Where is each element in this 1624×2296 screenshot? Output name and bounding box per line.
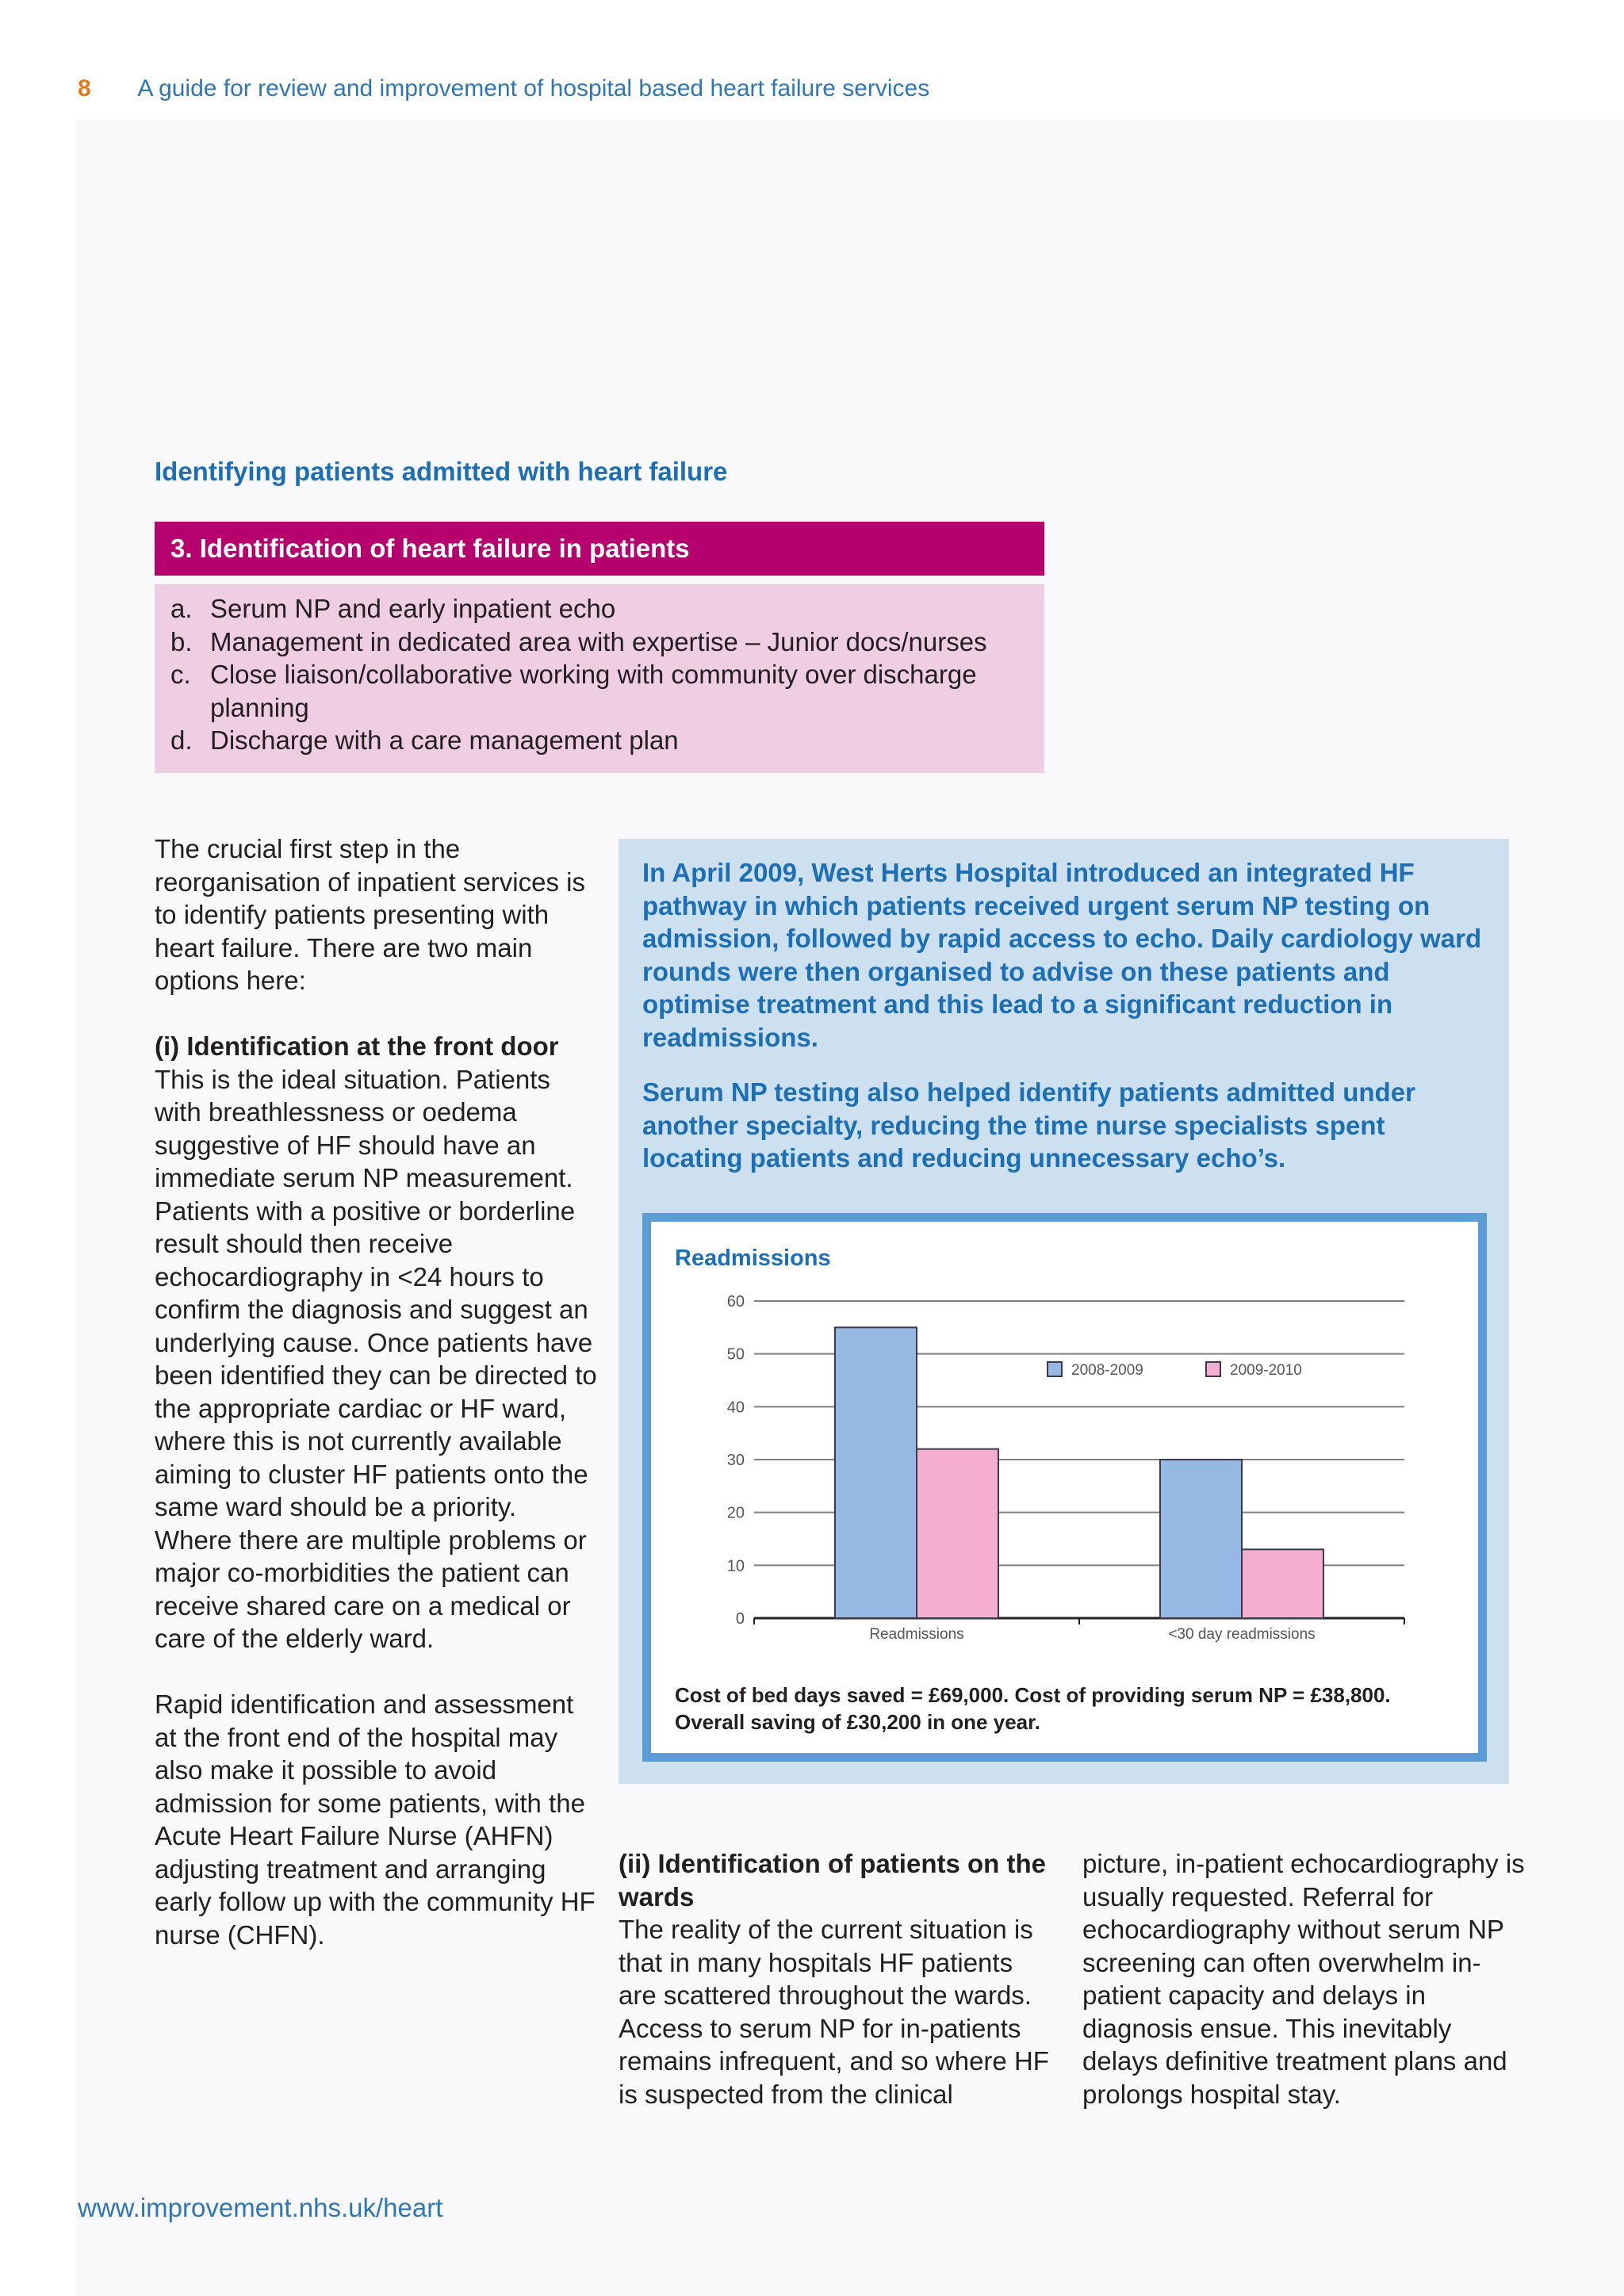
footer-url: www.improvement.nhs.uk/heart [78,2193,443,2222]
list-item [170,592,1028,626]
wards-paragraph: The reality of the current situation is that in many hospitals HF patients are scattered throughout the wards. Access to serum NP for in-patients remains infrequent, and so where HF is suspected from the clinical [619,1915,1049,2109]
case-study-paragraph-1: In April 2009, West Herts Hospital introduced an integrated HF pathway in which patients received urgent serum NP testing on admission, followed by rapid access to echo. Daily cardiology ward rounds were then organised to advise on these patients and optimise treatment and this lead to a significant reduction in readmissions. [642,858,1482,1052]
list-item-letter: a. [170,594,193,623]
middle-column [619,1847,1051,2110]
y-tick-label: 40 [726,1399,745,1417]
front-door-subheading: (i) Identification at the front door [155,1031,559,1061]
list-item [170,626,1028,659]
case-study-text [642,856,1483,1197]
list-item-text: Management in dedicated area with expertise – Junior docs/nurses [210,626,987,656]
legend-swatch [1206,1362,1220,1376]
list-item-letter: b. [170,626,193,656]
bar-2008-2009-0 [835,1327,917,1618]
readmissions-chart [651,1222,1478,1753]
y-tick-label: 10 [726,1557,745,1575]
list-item-text: Close liaison/collaborative working with community over discharge planning [210,660,977,722]
y-tick-label: 30 [726,1452,745,1469]
chart-title: Readmissions [675,1246,831,1271]
rapid-identification-paragraph: Rapid identification and assessment at the front end of the hospital may also make it possible to avoid admission for some patients, with the Acute Heart Failure Nurse (AHFN) adjusting treatment and arranging early follow up with the community HF nurse (CHFN). [155,1689,596,1950]
bar-2009-2010-1 [1242,1549,1323,1618]
intro-paragraph: The crucial first step in the reorganisation of inpatient services is to identify patients presenting with heart failure. There are two main options here: [155,834,585,995]
legend-label: 2009-2010 [1230,1362,1302,1379]
page-number: 8 [78,75,91,101]
bar-2008-2009-1 [1160,1460,1242,1618]
caption-line-1: Cost of bed days saved = £69,000. Cost of providing serum NP = £38,800. [675,1683,1391,1707]
list-item [170,658,1028,724]
box-title: 3. Identification of heart failure in patients [155,522,1044,576]
x-tick-label: Readmissions [869,1626,964,1643]
list-item-letter: d. [170,725,193,755]
y-tick-label: 0 [735,1610,745,1628]
list-item-letter: c. [170,660,191,689]
left-column [155,832,599,1951]
y-tick-label: 20 [726,1504,745,1522]
legend-swatch [1048,1362,1062,1376]
list-item-text: Serum NP and early inpatient echo [210,594,616,623]
caption-line-2: Overall saving of £30,200 in one year. [675,1710,1041,1734]
x-tick-label: <30 day readmissions [1168,1626,1316,1643]
chart-caption [675,1682,1468,1735]
y-tick-label: 50 [726,1345,745,1364]
box-list [155,584,1044,773]
section-heading: Identifying patients admitted with heart failure [155,457,728,486]
case-study-paragraph-2: Serum NP testing also helped identify patients admitted under another specialty, reducing the time nurse specialists spent locating patients and reducing unnecessary echo’s. [642,1077,1415,1173]
bar-2009-2010-0 [917,1449,998,1618]
wards-subheading: (ii) Identification of patients on the wards [619,1849,1046,1911]
y-tick-label: 60 [726,1293,745,1311]
right-column [1082,1847,1526,2110]
list-item-text: Discharge with a care management plan [210,725,679,755]
case-study-box [619,839,1509,1784]
wards-paragraph-continued: picture, in-patient echocardiography is usually requested. Referral for echocardiography without serum NP screening can often overwhelm in-patient capacity and delays in diagnosis ensue. This inevitably delays definitive treatment plans and prolongs hospital stay. [1082,1849,1525,2109]
front-door-paragraph: This is the ideal situation. Patients with breathlessness or oedema suggestive of HF should have an immediate serum NP measurement. Patients with a positive or borderline result should then receive echocardiography in <24 hours to confirm the diagnosis and suggest an underlying cause. Once patients have been identified they can be directed to the appropriate cardiac or HF ward, where this is not currently available aiming to cluster HF patients onto the same ward should be a priority. Where there are multiple problems or major co-morbidities the patient can receive shared care on a medical or care of the elderly ward. [155,1064,597,1653]
page-header [78,73,929,105]
list-item [170,724,1028,757]
document-title: A guide for review and improvement of hospital based heart failure services [137,75,930,101]
chart-frame [642,1213,1487,1762]
legend-label: 2008-2009 [1071,1362,1143,1379]
